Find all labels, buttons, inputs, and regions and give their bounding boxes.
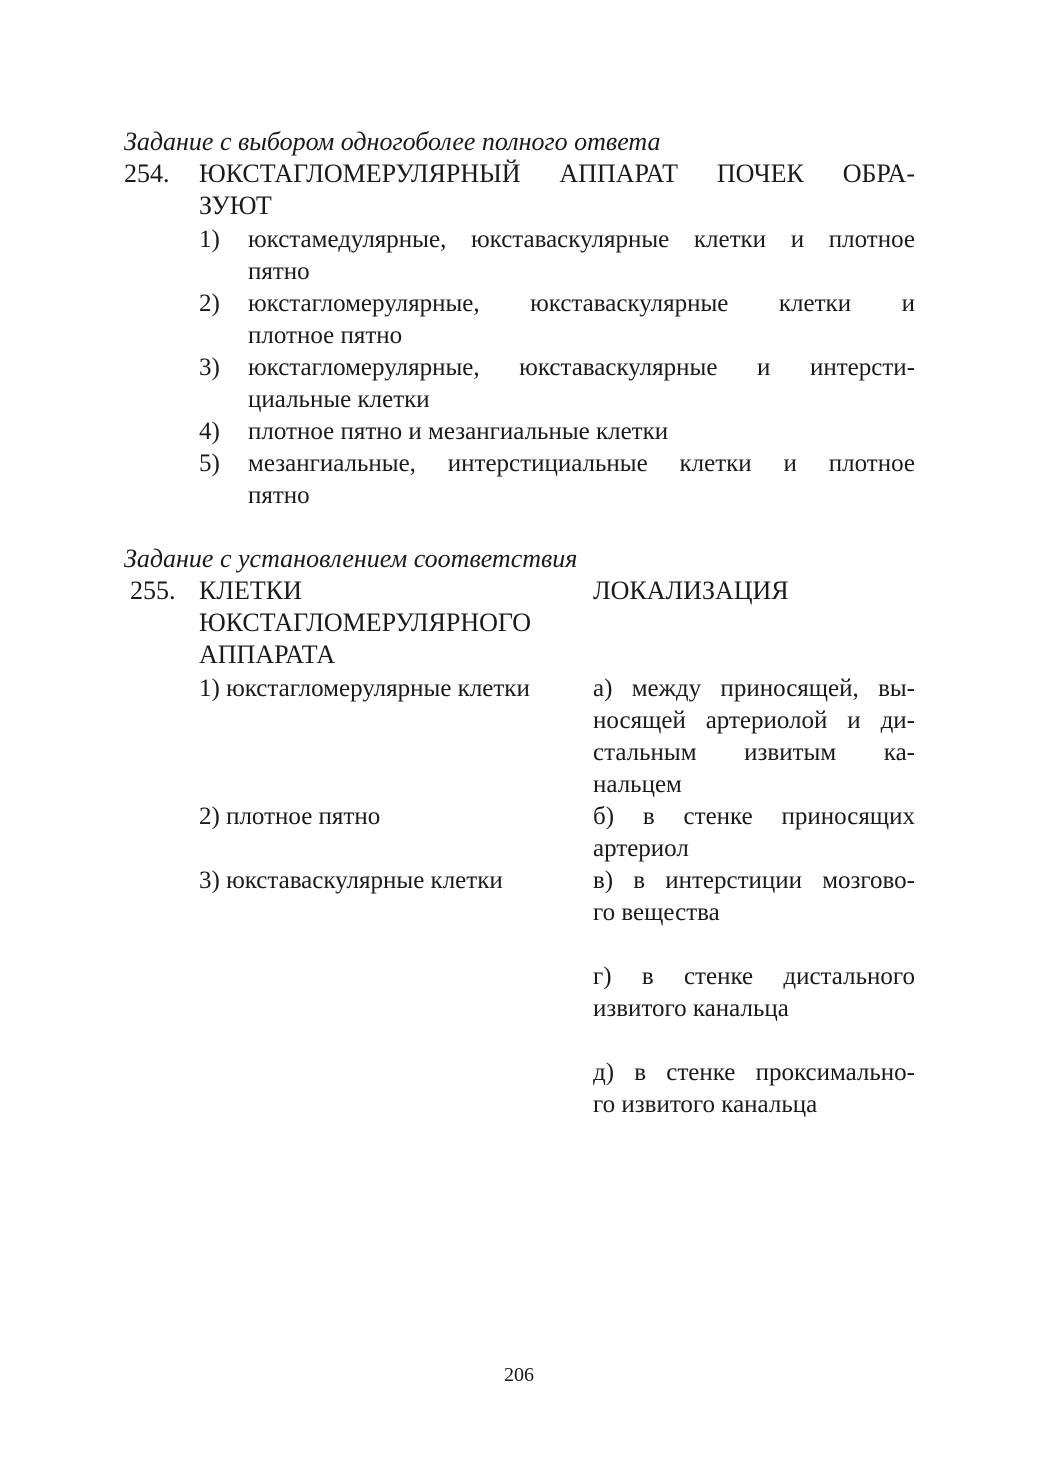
right-item-a — [593, 673, 915, 801]
option-2-line-2: плотное пятно — [248, 322, 403, 349]
option-4-line-1: плотное пятно и мезангиальные клетки — [248, 418, 669, 445]
option-2-number: 2) — [199, 290, 220, 317]
right-item-v — [593, 865, 915, 929]
right-item-g — [593, 961, 915, 1025]
option-5-line-2: пятно — [248, 482, 310, 509]
right-item-v-line-1: в) в интерстиции мозгово- — [593, 867, 915, 894]
option-3-text — [248, 352, 915, 416]
question-255-number: 255. — [130, 576, 176, 605]
right-item-d-line-2: го извитого канальца — [593, 1091, 818, 1118]
question-254-title-line-2: ЗУЮТ — [199, 191, 272, 220]
option-1-line-2: пятно — [248, 258, 310, 285]
option-1-text — [248, 224, 915, 288]
right-item-a-line-3: стальным извитым ка- — [593, 739, 915, 766]
right-item-g-line-2: извитого канальца — [593, 995, 789, 1022]
option-3-line-2: циальные клетки — [248, 386, 430, 413]
right-item-d — [593, 1057, 915, 1121]
option-2-line-1: юкстагломерулярные, юкставаскулярные клетки и — [248, 290, 915, 317]
option-4-text — [248, 416, 915, 448]
option-2-text — [248, 288, 915, 352]
left-header-line-3: АППАРАТА — [199, 640, 336, 669]
question-254-title-line-1: ЮКСТАГЛОМЕРУЛЯРНЫЙ АППАРАТ ПОЧЕК ОБРА- — [199, 159, 915, 188]
right-item-a-line-1: а) между приносящей, вы- — [593, 675, 915, 702]
section-heading-single-choice: Задание с выбором одногоболее полного ответа — [124, 127, 661, 156]
option-4-number: 4) — [199, 418, 220, 445]
left-header-line-1: КЛЕТКИ — [199, 576, 302, 605]
question-254-title — [199, 158, 915, 222]
option-5-line-1: мезангиальные, интерстициальные клетки и плотное — [248, 450, 915, 477]
right-item-d-line-1: д) в стенке проксимально- — [593, 1059, 915, 1086]
option-1-number: 1) — [199, 226, 220, 253]
left-column-header — [199, 575, 589, 671]
left-item-3: 3) юкставаскулярные клетки — [199, 867, 503, 894]
question-254-number: 254. — [124, 159, 170, 188]
option-3-line-1: юкстагломерулярные, юкставаскулярные и интерсти- — [248, 354, 915, 381]
right-item-v-line-2: го вещества — [593, 899, 720, 926]
option-3-number: 3) — [199, 354, 220, 381]
option-5-text — [248, 448, 915, 512]
option-5-number: 5) — [199, 450, 220, 477]
right-item-a-line-2: носящей артериолой и ди- — [593, 707, 915, 734]
right-item-g-line-1: г) в стенке дистального — [593, 963, 915, 990]
left-item-1: 1) юкстагломерулярные клетки — [199, 675, 530, 702]
right-column-header: ЛОКАЛИЗАЦИЯ — [593, 576, 789, 605]
section-heading-matching: Задание с установлением соответствия — [124, 544, 578, 573]
right-item-b — [593, 801, 915, 865]
right-item-b-line-1: б) в стенке приносящих — [593, 803, 915, 830]
option-1-line-1: юкстамедулярные, юкставаскулярные клетки и плотное — [248, 226, 915, 253]
page-number: 206 — [504, 1364, 534, 1386]
right-item-a-line-4: нальцем — [593, 771, 682, 798]
right-item-b-line-2: артериол — [593, 835, 689, 862]
left-item-2: 2) плотное пятно — [199, 803, 381, 830]
left-header-line-2: ЮКСТАГЛОМЕРУЛЯРНОГО — [199, 608, 532, 637]
